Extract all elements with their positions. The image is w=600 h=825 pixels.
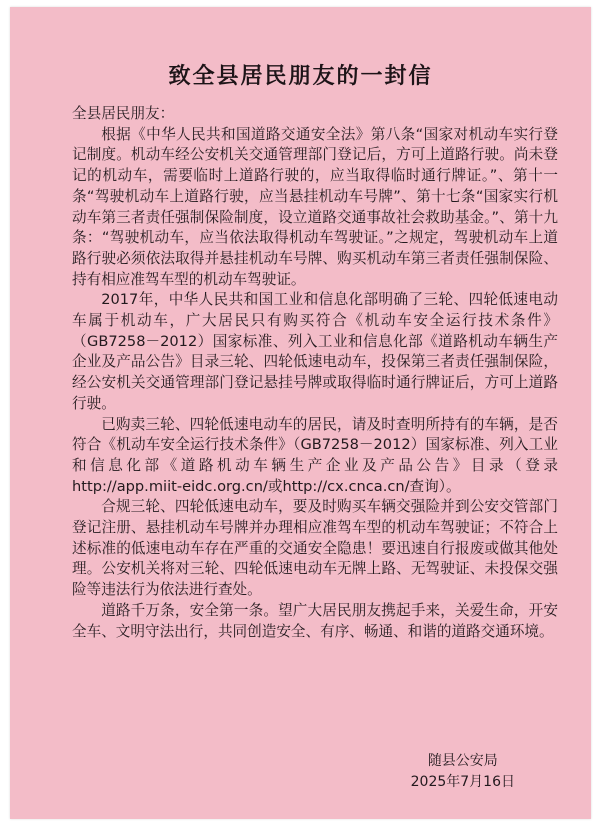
letter-paper <box>10 7 591 819</box>
paragraph-check-vehicle: 已购卖三轮、四轮低速电动车的居民，请及时查明所持有的车辆，是否符合《机动车安全运行技术条件》（GB7258－2012）国家标准、列入工业和信息化部《道路机动车辆生产企业及产品公告》目录（登录http://app.miit-eidc.org.cn/或http://cx.cnca.cn/查询）。 <box>72 415 558 495</box>
paragraph-2017-regulation: 2017年，中华人民共和国工业和信息化部明确了三轮、四轮低速电动车属于机动车，广大居民只有购买符合《机动车安全运行技术条件》（GB7258－2012）国家标准、列入工业和信息化部《道路机动车辆生产企业及产品公告》目录三轮、四轮低速电动车，投保第三者责任强制保险，经公安机关交通管理部门登记悬挂号牌或取得临时通行牌证后，方可上道路行驶。 <box>72 291 558 412</box>
letter-title: 致全县居民朋友的一封信 <box>168 63 433 89</box>
signature-organization: 随县公安局 <box>427 753 498 769</box>
paragraph-compliance: 合规三轮、四轮低速电动车，要及时购买车辆交强险并到公安交管部门登记注册、悬挂机动车号牌并办理相应准驾车型的机动车驾驶证；不符合上述标准的低速电动车存在严重的交通安全隐患！要迅速自行报废或做其他处理。公安机关将对三轮、四轮低速电动车无牌上路、无驾驶证、未投保交强险等违法行为依法进行查处。 <box>72 498 558 599</box>
letter-body <box>72 104 558 642</box>
paragraph-closing: 道路千万条，安全第一条。望广大居民朋友携起手来，关爱生命，开安全车、文明守法出行，共同创造安全、有序、畅通、和谐的道路交通环境。 <box>72 601 558 640</box>
signature-date: 2025年7月16日 <box>410 774 515 790</box>
salutation: 全县居民朋友： <box>72 105 175 122</box>
paragraph-law-basis: 根据《中华人民共和国道路交通安全法》第八条“国家对机动车实行登记制度。机动车经公安机关交通管理部门登记后，方可上道路行驶。尚未登记的机动车，需要临时上道路行驶的，应当取得临时通行牌证。”、第十一条“驾驶机动车上道路行驶，应当悬挂机动车号牌”、第十七条“国家实行机动车第三者责任强制保险制度，设立道路交通事故社会救助基金。”、第十九条：“驾驶机动车，应当依法取得机动车驾驶证。”之规定，驾驶机动车上道路行驶必须依法取得并悬挂机动车号牌、购买机动车第三者责任强制保险、持有相应准驾车型的机动车驾驶证。 <box>72 125 558 288</box>
signature-block <box>411 751 515 793</box>
